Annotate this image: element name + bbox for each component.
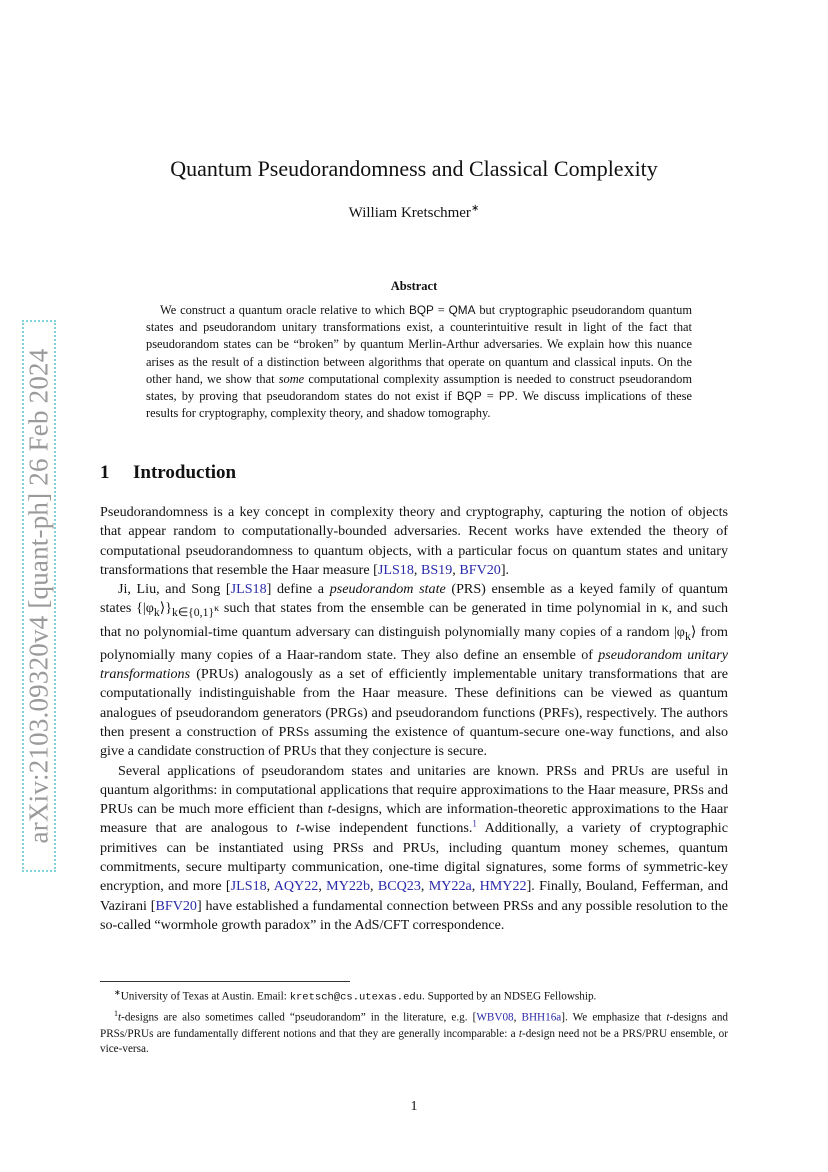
- citation-link[interactable]: AQY22: [273, 878, 319, 895]
- citation-link[interactable]: JLS18: [377, 561, 414, 578]
- section-heading: [100, 462, 236, 484]
- citation-link[interactable]: BFV20: [155, 897, 197, 914]
- email-address[interactable]: kretsch@cs.utexas.edu: [289, 991, 423, 1004]
- author-footnote-mark[interactable]: ∗: [470, 203, 480, 214]
- abstract-text: We construct a quantum oracle relative to which BQP = QMA but cryptographic pseudorandom quantum states and pseudorandom unitary transformations exist, a counterintuitive result in light of the fact that pseudorandom states can be “broken” by quantum Merlin-Arthur adversaries. We explain how this nuance arises as the result of a distinction between algorithms that operate on quantum and classical inputs. On the other hand, we show that some computational complexity assumption is needed to construct pseudorandom states, by proving that pseudorandom states do not exist if BQP = PP. We discuss implications of these results for cryptography, complexity theory, and shadow tomography.: [146, 303, 693, 421]
- citation-link[interactable]: MY22a: [428, 878, 472, 895]
- introduction-body: [100, 503, 728, 935]
- author-name: William Kretschmer: [348, 205, 471, 221]
- citation-link[interactable]: BS19: [420, 561, 453, 578]
- paragraph-3: Several applications of pseudorandom states and unitaries are known. PRSs and PRUs are useful in quantum algorithms: in computational applications that require approximations to the Haar measure, PRSs and PRUs can be much more efficient than t-designs, which are information-theoretic approximations to the Haar measure that are analogous to t-wise independent functions.$^1$ Additionally, a variety of cryptographic primitives can be instantiated using PRSs and PRUs, including quantum money schemes, quantum commitments, secure multiparty communication, one-time digital signatures, some forms of symmetric-key encryption, and more [JLS18, AQY22, MY22b, BCQ23, MY22a, HMY22]. Finally, Bouland, Fefferman, and Vazirani [BFV20] have established a fundamental connection between PRSs and any possible resolution to the so-called “wormhole growth paradox” in the AdS/CFT correspondence.: [100, 762, 729, 933]
- footnote-1: $^1$t-designs are also sometimes called “pseudorandom” in the literature, e.g. [WBV08, BHH16a]. We emphasize that t-designs and PRSs/PRUs are fundamentally different notions and that they are generally incomparable: a t-design need not be a PRS/PRU ensemble, or vice-versa.: [100, 1009, 729, 1056]
- footnote-divider: [100, 981, 350, 982]
- author-line: [100, 203, 728, 222]
- arxiv-identifier[interactable]: arXiv:2103.09320v4 [quant-ph] 26 Feb 2024: [23, 348, 54, 844]
- footnote-1-marker[interactable]: 1: [472, 818, 477, 829]
- paper-title: Quantum Pseudorandomness and Classical Complexity: [170, 156, 658, 181]
- section-number: 1: [100, 462, 110, 483]
- citation-link[interactable]: BCQ23: [377, 878, 421, 895]
- citation-link[interactable]: MY22b: [326, 878, 371, 895]
- citation-link[interactable]: BFV20: [459, 561, 501, 578]
- abstract-heading: Abstract: [390, 279, 438, 293]
- page-number: 1: [410, 1099, 418, 1114]
- citation-link[interactable]: JLS18: [230, 878, 267, 895]
- arxiv-stamp[interactable]: [22, 320, 56, 872]
- section-title: Introduction: [133, 462, 237, 483]
- citation-link[interactable]: HMY22: [479, 878, 527, 895]
- footnotes: [100, 985, 728, 1058]
- footnote-affiliation: ∗University of Texas at Austin. Email: kretsch@cs.utexas.edu. Supported by an NDSEG Fellowship.: [114, 988, 597, 1004]
- paragraph-1: Pseudorandomness is a key concept in complexity theory and cryptography, capturing the notion of objects that appear random to computationally-bounded adversaries. Recent works have extended the theory of computational pseudorandomness to quantum objects, with a particular focus on quantum states and unitary transformations that resemble the Haar measure [JLS18, BS19, BFV20].: [100, 504, 728, 578]
- citation-link[interactable]: BHH16a: [521, 1012, 562, 1025]
- paragraph-2: Ji, Liu, and Song [JLS18] define a pseudorandom state (PRS) ensemble as a keyed family of quantum states $\{|\varphi_k⟩\}_{k\in\{0,1\}^\kappa}$ such that states from the ensemble can be generated in time polynomial in κ, and such that no polynomial-time quantum adversary can distinguish polynomially many copies of a random $|\varphi_k⟩$ from polynomially many copies of a Haar-random state. They also define an ensemble of pseudorandom unitary transformations (PRUs) analogously as a set of efficiently implementable unitary transformations that are computationally indistinguishable from the Haar measure. These definitions can be viewed as quantum analogues of pseudorandom generators (PRGs) and pseudorandom functions (PRFs), respectively. The authors then present a construction of PRSs assuming the existence of quantum-secure one-way functions, and also give a candidate construction of PRUs that they conjecture is secure.: [100, 581, 729, 760]
- citation-link[interactable]: JLS18: [230, 581, 267, 598]
- citation-link[interactable]: WBV08: [476, 1012, 514, 1025]
